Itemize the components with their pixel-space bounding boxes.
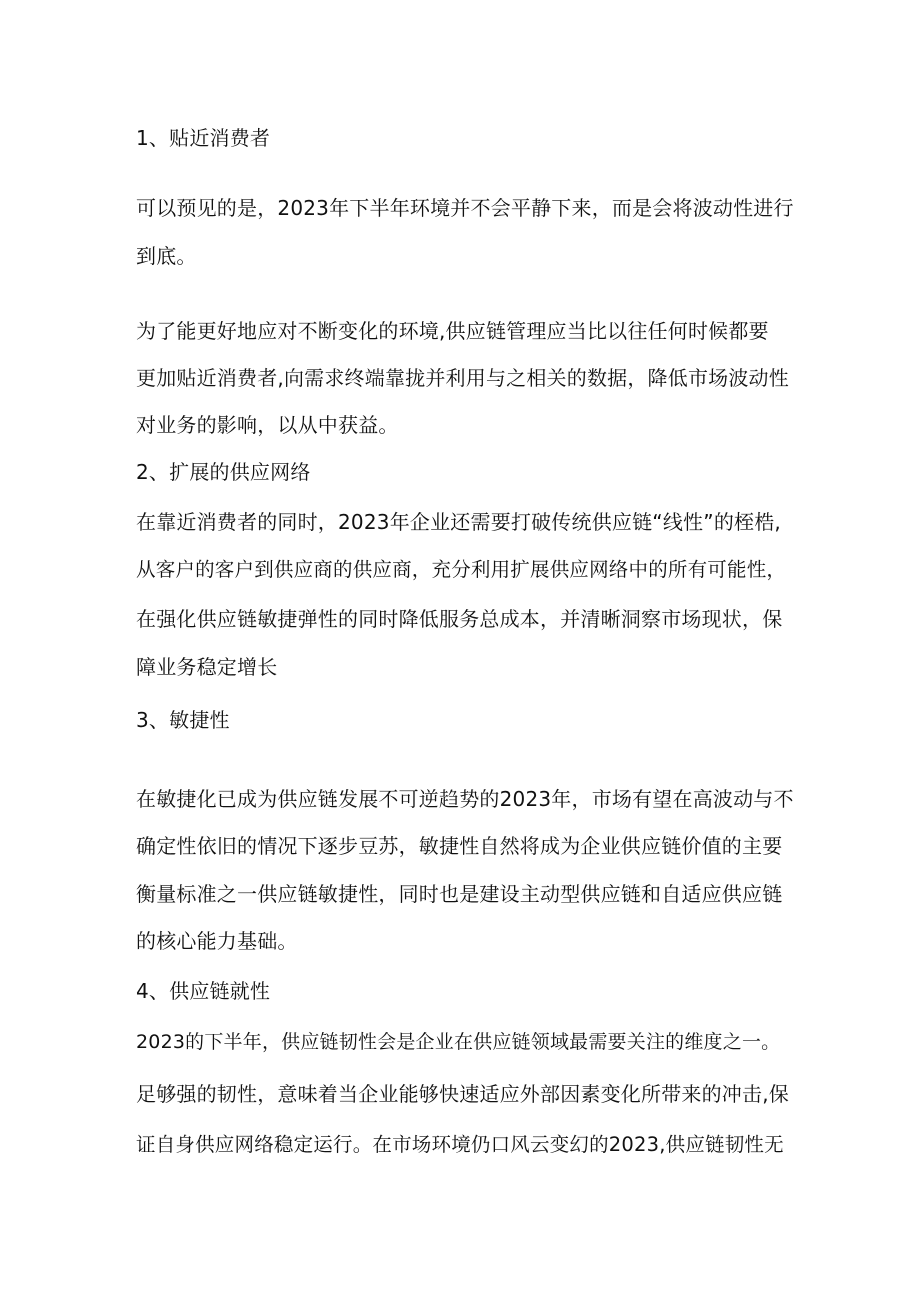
paragraph-line: 衡量标准之一供应链敏捷性，同时也是建设主动型供应链和自适应供应链 <box>136 882 783 906</box>
paragraph-line: 到底。 <box>136 244 197 268</box>
paragraph-line: 2023的下半年，供应链韧性会是企业在供应链领域最需要关注的维度之一。 <box>136 1031 781 1053</box>
paragraph-line: 对业务的影响，以从中获益。 <box>136 413 399 437</box>
paragraph-line: 可以预见的是，2023年下半年环境并不会平静下来，而是会将波动性进行 <box>136 196 794 220</box>
paragraph-line: 足够强的韧性，意味着当企业能够快速适应外部因素变化所带来的冲击,保 <box>136 1082 789 1106</box>
paragraph-line: 在敏捷化已成为供应链发展不可逆趋势的2023年，市场有望在高波动与不 <box>136 787 794 811</box>
paragraph-line: 从客户的客户到供应商的供应商，充分利用扩展供应网络中的所有可能性， <box>136 558 787 581</box>
paragraph-line: 为了能更好地应对不断变化的环境,供应链管理应当比以往任何时候都要 <box>136 319 769 343</box>
paragraph-line: 在强化供应链敏捷弹性的同时降低服务总成本，并清晰洞察市场现状，保 <box>136 607 783 631</box>
paragraph-line: 在靠近消费者的同时，2023年企业还需要打破传统供应链“线性”的桎梏, <box>136 510 781 534</box>
section-2-heading: 2、扩展的供应网络 <box>136 460 311 484</box>
paragraph-line: 确定性依旧的情况下逐步豆苏，敏捷性自然将成为企业供应链价值的主要 <box>136 834 783 858</box>
paragraph-line: 障业务稳定增长 <box>136 655 278 679</box>
paragraph-line: 更加贴近消费者,向需求终端靠拢并利用与之相关的数据，降低市场波动性 <box>136 366 789 390</box>
section-3-heading: 3、敏捷性 <box>136 708 230 732</box>
paragraph-line: 的核心能力基础。 <box>136 929 298 953</box>
section-1-heading: 1、贴近消费者 <box>136 126 271 150</box>
paragraph-line: 证自身供应网络稳定运行。在市场环境仍口风云变幻的2023,供应链韧性无 <box>136 1133 784 1156</box>
section-4-heading: 4、供应链就性 <box>136 979 271 1003</box>
